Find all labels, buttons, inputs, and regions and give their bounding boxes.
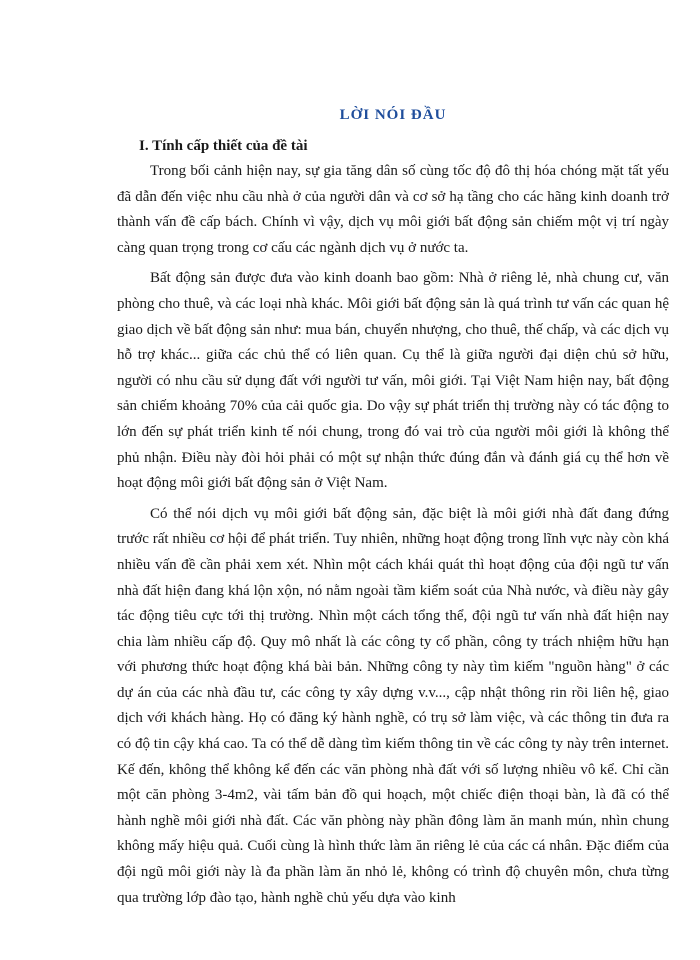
section-heading: I. Tính cấp thiết của đề tài <box>139 138 308 154</box>
document-body <box>117 103 669 911</box>
paragraph-context: Trong bối cảnh hiện nay, sự gia tăng dân số cùng tốc độ đô thị hóa chóng mặt tất yếu đã dẫn đến việc nhu cầu nhà ở của người dân và cơ sở hạ tầng cho các hãng kinh doanh trở thành vấn đề cấp bách. Chính vì vậy, dịch vụ môi giới bất động sản chiếm một vị trí ngày càng quan trọng trong cơ cấu các ngành dịch vụ ở nước ta. <box>117 163 669 256</box>
document-title: LỜI NÓI ĐẦU <box>339 107 447 123</box>
paragraph-definition: Bất động sản được đưa vào kinh doanh bao gồm: Nhà ở riêng lẻ, nhà chung cư, văn phòng cho thuê, và các loại nhà khác. Môi giới bất động sản là quá trình tư vấn các quan hệ giao dịch về bất động sản như: mua bán, chuyển nhượng, cho thuê, thế chấp, và các dịch vụ hỗ trợ khác... giữa các chủ thể có liên quan. Cụ thể là giữa người đại diện chủ sở hữu, người có nhu cầu sử dụng đất với người tư vấn, môi giới. Tại Việt Nam hiện nay, bất động sản chiếm khoảng 70% của cải quốc gia. Do vậy sự phát triển thị trường này có tác động to lớn đến sự phát triển kinh tế nói chung, trong đó vai trò của người môi giới là không thể phủ nhận. Điều này đòi hỏi phải có một sự nhận thức đúng đắn và đánh giá cụ thể hơn về hoạt động môi giới bất động sản ở Việt Nam. <box>117 270 669 492</box>
paragraph-market-analysis: Có thể nói dịch vụ môi giới bất động sản, đặc biệt là môi giới nhà đất đang đứng trước rất nhiều cơ hội để phát triển. Tuy nhiên, những hoạt động trong lĩnh vực này còn khá nhiều vấn đề cần phải xem xét. Nhìn một cách khái quát thì hoạt động của đội ngũ tư vấn nhà đất hiện đang khá lộn xộn, nó nằm ngoài tầm kiểm soát của Nhà nước, và điều này gây tác động tiêu cực tới thị trường. Nhìn một cách tổng thể, đội ngũ tư vấn nhà đất hiện nay chia làm nhiều cấp độ. Quy mô nhất là các công ty cổ phần, công ty trách nhiệm hữu hạn với phương thức hoạt động khá bài bản. Những công ty này tìm kiếm "nguồn hàng" ở các dự án của các nhà đầu tư, các công ty xây dựng v.v..., cập nhật thông rin rồi liên hệ, giao dịch với khách hàng. Họ có đăng ký hành nghề, có trụ sở làm việc, và các thông tin đưa ra có độ tin cậy khá cao. Ta có thể dễ dàng tìm kiếm thông tin về các công ty này trên internet. Kế đến, không thể không kể đến các văn phòng nhà đất với số lượng nhiều vô kể. Chỉ cần một căn phòng 3-4m2, vài tấm bản đồ qui hoạch, một chiếc điện thoại bàn, là đã có thể hành nghề môi giới nhà đất. Các văn phòng này phần đông làm ăn manh mún, nhìn chung không mấy hiệu quả. Cuối cùng là hình thức làm ăn riêng lẻ của các cá nhân. Đặc điểm của đội ngũ môi giới này là đa phần làm ăn nhỏ lẻ, không có trình độ chuyên môn, chưa từng qua trường lớp đào tạo, hành nghề chủ yếu dựa vào kinh <box>117 505 669 906</box>
